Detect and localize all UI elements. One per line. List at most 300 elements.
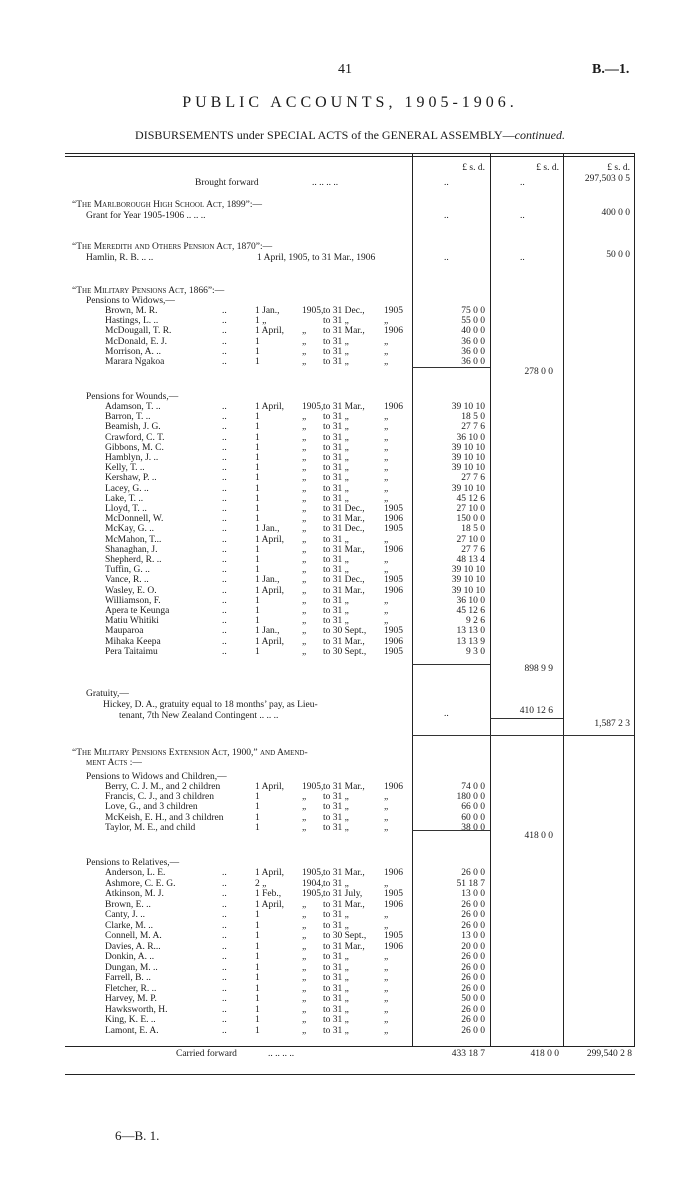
pension-amount: 39 10 10 (451, 453, 485, 463)
period-to: to 31 „ (323, 1015, 349, 1025)
leader-dots: .. (222, 565, 227, 576)
period-start: 1 (255, 432, 260, 443)
marlborough-c2: .. (520, 211, 525, 221)
pension-amount: 26 0 0 (461, 952, 485, 962)
meredith-c1: .. (444, 253, 449, 263)
leader-dots: .. (222, 899, 227, 910)
pension-amount: 150 0 0 (456, 514, 485, 525)
period-start: 1 (255, 994, 260, 1004)
period-to: to 31 „ (323, 802, 349, 813)
period-year: „ (302, 899, 307, 910)
pension-amount: 27 10 0 (456, 504, 485, 514)
period-year: „ (302, 616, 307, 627)
pensioner-name: Tuffin, G. .. (105, 565, 150, 576)
leader-dots: .. (222, 493, 227, 504)
leader-dots: .. (222, 941, 227, 952)
pension-amount: 13 0 0 (461, 889, 485, 899)
section-rule (412, 735, 634, 736)
subtitle-continued: continued. (514, 128, 565, 142)
pensioner-name: Pera Taitaimu (105, 646, 158, 657)
widows-children-heading: Pensions to Widows and Children,— (86, 772, 227, 782)
period-to: to 31 „ (323, 792, 349, 803)
period-end: „ (384, 822, 389, 833)
period-year: „ (302, 453, 307, 463)
pension-amount: 26 0 0 (461, 983, 485, 994)
pensioner-name: Lake, T. .. (105, 493, 144, 504)
pension-amount: 36 10 0 (456, 595, 485, 606)
period-end: „ (384, 1015, 389, 1025)
leader-dots: .. (222, 514, 227, 525)
period-end: „ (384, 952, 389, 962)
period-start: 1 Feb., (255, 889, 282, 899)
carried-forward-dots: .. .. .. .. (268, 1049, 295, 1059)
period-end: „ (384, 878, 389, 889)
pension-amount: 9 2 6 (466, 616, 485, 627)
pension-amount: 39 10 10 (451, 402, 485, 412)
period-start: 1 (255, 952, 260, 962)
period-start: 1 (255, 412, 260, 423)
leader-dots: .. (222, 878, 227, 889)
period-year: „ (302, 514, 307, 525)
leader-dots: .. (222, 326, 227, 337)
pension-amount: 9 3 0 (466, 646, 485, 657)
leader-dots: .. (222, 920, 227, 931)
period-start: 1 (255, 812, 260, 823)
leader-dots: .. (222, 606, 227, 616)
period-start: 1 Jan., (255, 306, 280, 316)
pension-amount: 36 0 0 (461, 346, 485, 357)
widows-total-rule (412, 367, 490, 368)
period-end: „ (384, 565, 389, 576)
period-end: „ (384, 1025, 389, 1036)
carried-forward-label: Carried forward (176, 1049, 237, 1059)
gratuity-line-1: Hickey, D. A., gratuity equal to 18 months’ pay, as Lieu- (103, 700, 318, 710)
gratuity-heading: Gratuity,— (86, 689, 129, 699)
period-year: „ (302, 544, 307, 555)
period-end: „ (384, 994, 389, 1004)
period-start: 1 April, (255, 782, 285, 792)
leader-dots: .. (222, 962, 227, 973)
marlborough-heading: “The Marlborough High School Act, 1899”:— (72, 200, 262, 210)
page-title: PUBLIC ACCOUNTS, 1905-1906. (182, 94, 518, 111)
pensioner-name: Mihaka Keepa (105, 636, 161, 647)
period-to: to 31 „ (323, 565, 349, 576)
period-year: „ (302, 585, 307, 596)
pension-amount: 26 0 0 (461, 910, 485, 920)
period-to: to 31 Mar., (323, 941, 365, 952)
period-year: „ (302, 1015, 307, 1025)
period-end: „ (384, 555, 389, 565)
period-year: „ (302, 595, 307, 606)
period-to: to 31 Mar., (323, 782, 365, 792)
period-start: 1 (255, 544, 260, 555)
page-number: 41 (338, 62, 352, 77)
period-year: 1905, (302, 782, 324, 792)
period-start: 1 (255, 822, 260, 833)
period-start: 1 (255, 910, 260, 920)
pensioner-name: King, K. E. .. (105, 1015, 156, 1025)
period-to: to 30 Sept., (323, 626, 367, 637)
period-start: 1 (255, 555, 260, 565)
pension-amount: 39 10 10 (451, 565, 485, 576)
period-end: „ (384, 453, 389, 463)
period-to: to 31 „ (323, 910, 349, 920)
pensioner-name: Harvey, M. P. (105, 994, 157, 1004)
brought-forward-label: Brought forward (195, 178, 259, 188)
pensioner-name: Mauparoa (105, 626, 144, 637)
period-end: 1905 (384, 306, 403, 316)
pensioner-name: Lloyd, T. .. (105, 504, 147, 514)
period-end: „ (384, 812, 389, 823)
period-to: to 31 Mar., (323, 544, 365, 555)
pensioner-name: Francis, C. J., and 3 children (105, 792, 214, 803)
pension-amount: 39 10 10 (451, 575, 485, 586)
period-to: to 31 Mar., (323, 585, 365, 596)
period-year: „ (302, 432, 307, 443)
period-to: to 31 „ (323, 983, 349, 994)
col2-header: £ s. d. (536, 163, 559, 173)
leader-dots: .. (222, 973, 227, 983)
period-to: to 30 Sept., (323, 646, 367, 657)
period-year: „ (302, 357, 307, 367)
period-year: „ (302, 994, 307, 1004)
period-end: 1905 (384, 504, 403, 514)
pension-amount: 26 0 0 (461, 920, 485, 931)
period-end: 1906 (384, 941, 403, 952)
pension-amount: 18 5 0 (461, 412, 485, 423)
period-end: 1906 (384, 636, 403, 647)
period-start: 1 (255, 514, 260, 525)
leader-dots: .. (222, 534, 227, 545)
leader-dots: .. (222, 952, 227, 962)
period-end: 1906 (384, 868, 403, 878)
period-end: 1906 (384, 782, 403, 792)
leader-dots: .. (222, 889, 227, 899)
period-to: to 31 Mar., (323, 899, 365, 910)
period-to: to 31 „ (323, 973, 349, 983)
period-to: to 30 Sept., (323, 931, 367, 941)
period-start: 1 (255, 504, 260, 514)
col-divider-3 (563, 153, 564, 1046)
leader-dots: .. (222, 983, 227, 994)
wounds-total-rule (412, 664, 490, 665)
period-to: to 31 „ (323, 822, 349, 833)
pension-amount: 27 7 6 (461, 473, 485, 484)
period-start: 1 (255, 493, 260, 504)
table-top-rule (65, 153, 635, 154)
pensioner-name: McMahon, T... (105, 534, 162, 545)
meredith-period: 1 April, 1905, to 31 Mar., 1906 (257, 253, 376, 263)
period-end: „ (384, 973, 389, 983)
pension-amount: 26 0 0 (461, 1025, 485, 1036)
period-year: 1905, (302, 306, 324, 316)
leader-dots: .. (222, 1025, 227, 1036)
leader-dots: .. (222, 422, 227, 433)
pensioner-name: Morrison, A. .. (105, 346, 161, 357)
period-end: „ (384, 412, 389, 423)
pensioner-name: Beamish, J. G. (105, 422, 161, 433)
period-year: „ (302, 626, 307, 637)
pensioner-name: Connell, M. A. (105, 931, 162, 941)
period-start: 1 Jan., (255, 626, 280, 637)
period-year: „ (302, 973, 307, 983)
widows-children-total: 418 0 0 (524, 831, 553, 841)
pensioner-name: Shepherd, R. .. (105, 555, 162, 565)
period-to: to 31 „ (323, 606, 349, 616)
period-start: 1 April, (255, 899, 285, 910)
period-start: 1 (255, 931, 260, 941)
pension-amount: 60 0 0 (461, 812, 485, 823)
col-divider-1 (412, 153, 413, 1046)
leader-dots: .. (222, 316, 227, 327)
pensioner-name: McKeish, E. H., and 3 children (105, 812, 224, 823)
pensioner-name: Atkinson, M. J. (105, 889, 164, 899)
period-to: to 31 „ (323, 412, 349, 423)
pensioner-name: Gibbons, M. C. (105, 442, 164, 453)
meredith-c2: .. (520, 253, 525, 263)
pension-amount: 36 10 0 (456, 432, 485, 443)
leader-dots: .. (222, 931, 227, 941)
pensioner-name: Shanaghan, J. (105, 544, 158, 555)
pensioner-name: McDonald, E. J. (105, 336, 168, 347)
period-start: 1 (255, 792, 260, 803)
period-to: to 31 „ (323, 357, 349, 367)
pension-amount: 39 10 10 (451, 483, 485, 494)
pension-amount: 26 0 0 (461, 973, 485, 983)
pension-amount: 13 0 0 (461, 931, 485, 941)
period-to: to 31 „ (323, 1025, 349, 1036)
period-end: „ (384, 346, 389, 357)
wounds-heading: Pensions for Wounds,— (86, 392, 179, 402)
marlborough-c3: 400 0 0 (601, 208, 630, 218)
pension-amount: 13 13 9 (456, 636, 485, 647)
table-top-rule-2 (65, 156, 635, 157)
meredith-name: Hamlin, R. B. .. .. (86, 253, 154, 263)
period-year: „ (302, 422, 307, 433)
gratuity-c2: 410 12 6 (519, 706, 553, 716)
period-year: 1905, (302, 889, 324, 899)
period-start: 1 (255, 565, 260, 576)
col3-header: £ s. d. (607, 163, 630, 173)
period-start: 1 (255, 941, 260, 952)
period-year: „ (302, 952, 307, 962)
pensioner-name: Love, G., and 3 children (105, 802, 198, 813)
leader-dots: .. (222, 524, 227, 535)
period-start: 1 (255, 463, 260, 474)
period-start: 1 (255, 442, 260, 453)
gratuity-line-2: tenant, 7th New Zealand Contingent .. .. .. (119, 711, 279, 721)
pension-amount: 26 0 0 (461, 868, 485, 878)
period-to: to 31 Dec., (323, 504, 365, 514)
period-year: „ (302, 555, 307, 565)
period-year: „ (302, 412, 307, 423)
period-end: „ (384, 463, 389, 474)
period-year: „ (302, 802, 307, 813)
military-heading: “The Military Pensions Act, 1866”:— (72, 286, 225, 296)
period-start: 1 (255, 646, 260, 657)
period-to: to 31 „ (323, 463, 349, 474)
period-end: 1905 (384, 646, 403, 657)
period-end: „ (384, 316, 389, 327)
leader-dots: .. (222, 595, 227, 606)
period-year: „ (302, 812, 307, 823)
carried-forward-c2: 418 0 0 (530, 1049, 559, 1059)
period-to: to 31 „ (323, 422, 349, 433)
leader-dots: .. (222, 473, 227, 484)
pension-amount: 26 0 0 (461, 962, 485, 973)
relatives-heading: Pensions to Relatives,— (86, 858, 180, 868)
pensioner-name: Williamson, F. (105, 595, 161, 606)
period-to: to 31 Dec., (323, 306, 365, 316)
page-footer: 6—B. 1. (115, 1128, 160, 1143)
pension-amount: 38 0 0 (461, 822, 485, 833)
period-year: „ (302, 822, 307, 833)
period-to: to 31 „ (323, 453, 349, 463)
brought-forward-dots: .. .. .. .. (312, 178, 339, 188)
period-start: 1 (255, 595, 260, 606)
meredith-c3: 50 0 0 (606, 250, 630, 260)
period-end: „ (384, 616, 389, 627)
period-start: 1 (255, 606, 260, 616)
document-reference: B.—1. (592, 62, 630, 77)
period-to: to 31 Dec., (323, 575, 365, 586)
period-end: 1906 (384, 544, 403, 555)
pension-amount: 51 18 7 (456, 878, 485, 889)
period-end: „ (384, 962, 389, 973)
pension-amount: 20 0 0 (461, 941, 485, 952)
period-year: „ (302, 983, 307, 994)
period-start: 1 Jan., (255, 524, 280, 535)
pension-amount: 36 0 0 (461, 336, 485, 347)
leader-dots: .. (222, 346, 227, 357)
period-year: „ (302, 326, 307, 337)
pensioner-name: Lacey, G. .. (105, 483, 149, 494)
pensioner-name: Brown, E. .. (105, 899, 151, 910)
period-end: „ (384, 802, 389, 813)
period-end: „ (384, 336, 389, 347)
period-start: 1 (255, 973, 260, 983)
pensioner-name: Hamblyn, J. .. (105, 453, 159, 463)
period-year: 1905, (302, 868, 324, 878)
pensioner-name: Davies, A. R... (105, 941, 161, 952)
period-end: 1906 (384, 402, 403, 412)
pensioner-name: Taylor, M. E., and child (105, 822, 196, 833)
period-end: „ (384, 473, 389, 484)
pensioner-name: Fletcher, R. .. (105, 983, 157, 994)
marlborough-c1: .. (444, 211, 449, 221)
period-end: „ (384, 792, 389, 803)
brought-forward-c3: 297,503 0 5 (584, 174, 630, 184)
pension-amount: 75 0 0 (461, 306, 485, 316)
period-start: 1 April, (255, 585, 285, 596)
widows-heading: Pensions to Widows,— (86, 296, 175, 306)
pension-amount: 26 0 0 (461, 1015, 485, 1025)
period-year: 1904, (302, 878, 324, 889)
period-end: 1906 (384, 899, 403, 910)
wc-total-rule (412, 830, 490, 831)
col1-header: £ s. d. (462, 163, 485, 173)
period-year: „ (302, 646, 307, 657)
period-to: to 31 Dec., (323, 524, 365, 535)
period-start: 1 (255, 802, 260, 813)
period-year: „ (302, 931, 307, 941)
period-to: to 31 Mar., (323, 326, 365, 337)
period-end: „ (384, 595, 389, 606)
extension-heading-2: ment Acts :— (86, 758, 142, 768)
period-to: to 31 „ (323, 316, 349, 327)
period-year: „ (302, 1025, 307, 1036)
pensioner-name: Clarke, M. .. (105, 920, 154, 931)
pension-amount: 55 0 0 (461, 316, 485, 327)
pensioner-name: Adamson, T. .. (105, 402, 161, 412)
leader-dots: .. (222, 636, 227, 647)
period-year: „ (302, 636, 307, 647)
period-start: 1 April, (255, 326, 285, 337)
pension-amount: 45 12 6 (456, 493, 485, 504)
leader-dots: .. (222, 555, 227, 565)
pension-amount: 39 10 10 (451, 442, 485, 453)
leader-dots: .. (222, 585, 227, 596)
period-end: „ (384, 920, 389, 931)
period-start: 1 (255, 453, 260, 463)
extension-heading: “The Military Pensions Extension Act, 1900,” and Amend- (72, 748, 308, 758)
pensioner-name: McKay, G. .. (105, 524, 154, 535)
period-start: 1 (255, 473, 260, 484)
period-to: to 31 „ (323, 442, 349, 453)
pensioner-name: Ashmore, C. E. G. (105, 878, 176, 889)
period-year: 1905, (302, 402, 324, 412)
pension-amount: 180 0 0 (456, 792, 485, 803)
table-bottom-rule (65, 1046, 635, 1047)
period-year: „ (302, 565, 307, 576)
period-end: „ (384, 432, 389, 443)
pensioner-name: Apera te Keunga (105, 606, 170, 616)
pension-amount: 39 10 10 (451, 585, 485, 596)
period-to: to 31 Mar., (323, 514, 365, 525)
period-start: 1 April, (255, 868, 285, 878)
leader-dots: .. (222, 432, 227, 443)
leader-dots: .. (222, 910, 227, 920)
leader-dots: .. (222, 626, 227, 637)
pensioner-name: Donkin, A. .. (105, 952, 155, 962)
period-start: 1 (255, 336, 260, 347)
pensioner-name: Kershaw, P. .. (105, 473, 157, 484)
military-act-total: 1,587 2 3 (594, 719, 630, 729)
pensioner-name: Berry, C. J. M., and 2 children (105, 782, 221, 792)
period-to: to 31 „ (323, 994, 349, 1004)
period-to: to 31 „ (323, 1004, 349, 1015)
period-to: to 31 „ (323, 483, 349, 494)
period-to: to 31 „ (323, 616, 349, 627)
period-year: „ (302, 493, 307, 504)
period-to: to 31 Mar., (323, 868, 365, 878)
col-divider-2 (490, 153, 491, 1046)
period-end: 1906 (384, 514, 403, 525)
period-to: to 31 „ (323, 878, 349, 889)
period-start: 1 April, (255, 636, 285, 647)
period-end: „ (384, 483, 389, 494)
pension-amount: 18 5 0 (461, 524, 485, 535)
period-to: to 31 „ (323, 336, 349, 347)
pension-amount: 27 10 0 (456, 534, 485, 545)
pensioner-name: Barron, T. .. (105, 412, 151, 423)
wounds-total: 898 9 9 (524, 664, 553, 674)
pension-amount: 27 7 6 (461, 422, 485, 433)
period-end: 1905 (384, 626, 403, 637)
period-to: to 31 „ (323, 432, 349, 443)
period-start: 2 „ (255, 878, 267, 889)
page-subtitle (0, 128, 700, 143)
